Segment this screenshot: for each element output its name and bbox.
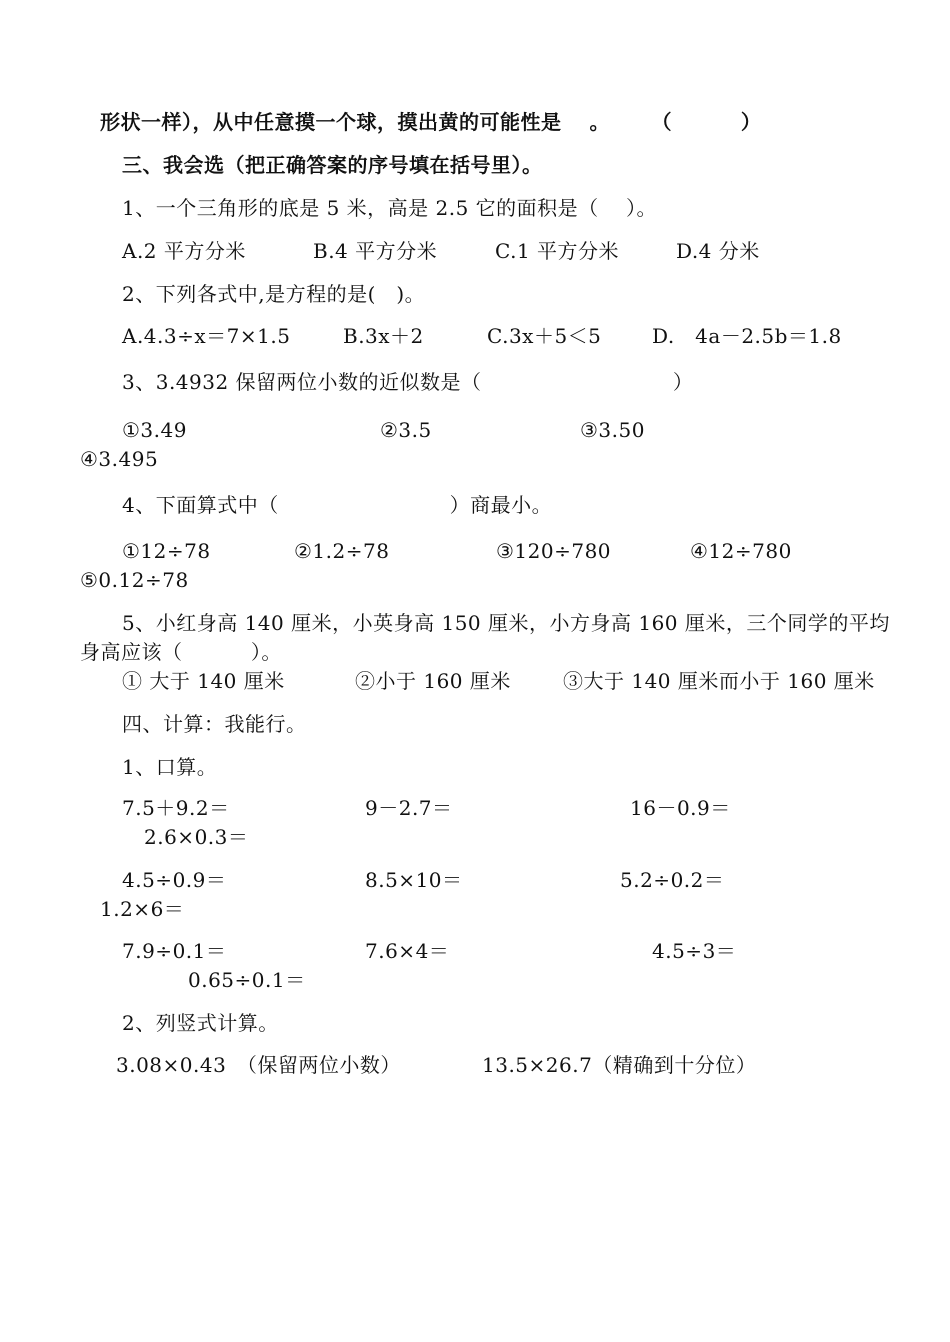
calc-item: 16－0.9＝ [630, 796, 731, 820]
calc-item: 4.5÷3＝ [652, 939, 737, 963]
answer-option: ④3.495 [80, 447, 159, 471]
answer-option: ③3.50 [580, 418, 645, 442]
answer-option: C.1 平方分米 [495, 239, 620, 263]
calc-item: 2.6×0.3＝ [144, 825, 249, 849]
answer-option: ②1.2÷78 [294, 539, 390, 563]
calc-item: 3.08×0.43 （保留两位小数） [116, 1053, 401, 1077]
calc-item: 5.2÷0.2＝ [620, 868, 725, 892]
answer-option: B.4 平方分米 [313, 239, 438, 263]
calc-item: 7.9÷0.1＝ [122, 939, 227, 963]
subsection-heading: 1、口算。 [122, 755, 218, 779]
calc-item: 7.6×4＝ [365, 939, 450, 963]
answer-option: D.4 分米 [676, 239, 760, 263]
answer-option: ① 大于 140 厘米 [122, 669, 285, 693]
text-line: 形状一样），从中任意摸一个球，摸出黄的可能性是 。 （ ） [100, 110, 762, 134]
question-text: 3、3.4932 保留两位小数的近似数是（ ） [122, 370, 694, 394]
answer-option: ③120÷780 [496, 539, 612, 563]
answer-option: C.3x＋5＜5 [487, 324, 602, 348]
calc-item: 13.5×26.7（精确到十分位） [482, 1053, 757, 1077]
answer-option: ②小于 160 厘米 [355, 669, 511, 693]
section-heading: 三、我会选（把正确答案的序号填在括号里）。 [122, 153, 543, 177]
answer-option: ①12÷78 [122, 539, 211, 563]
answer-option: ②3.5 [380, 418, 432, 442]
question-text: 2、下列各式中,是方程的是( )。 [122, 282, 426, 306]
calc-item: 1.2×6＝ [100, 897, 185, 921]
section-heading: 四、计算：我能行。 [122, 712, 307, 736]
answer-option: A.4.3÷x＝7×1.5 [122, 324, 291, 348]
question-text: 4、下面算式中（ ）商最小。 [122, 493, 553, 517]
answer-option: ⑤0.12÷78 [80, 568, 189, 592]
question-text: 身高应该（ ）。 [80, 640, 282, 664]
calc-item: 7.5＋9.2＝ [122, 796, 230, 820]
calc-item: 8.5×10＝ [365, 868, 463, 892]
answer-option: ①3.49 [122, 418, 187, 442]
answer-option: ③大于 140 厘米而小于 160 厘米 [563, 669, 875, 693]
calc-item: 9－2.7＝ [365, 796, 453, 820]
answer-option: ④12÷780 [690, 539, 792, 563]
subsection-heading: 2、列竖式计算。 [122, 1011, 279, 1035]
answer-option: B.3x＋2 [343, 324, 424, 348]
answer-option: D. 4a－2.5b＝1.8 [652, 324, 842, 348]
question-text: 1、一个三角形的底是 5 米，高是 2.5 它的面积是（ ）。 [122, 196, 658, 220]
question-text: 5、小红身高 140 厘米，小英身高 150 厘米，小方身高 160 厘米，三个同学的平均 [122, 611, 890, 635]
calc-item: 4.5÷0.9＝ [122, 868, 227, 892]
calc-item: 0.65÷0.1＝ [188, 968, 306, 992]
answer-option: A.2 平方分米 [122, 239, 246, 263]
